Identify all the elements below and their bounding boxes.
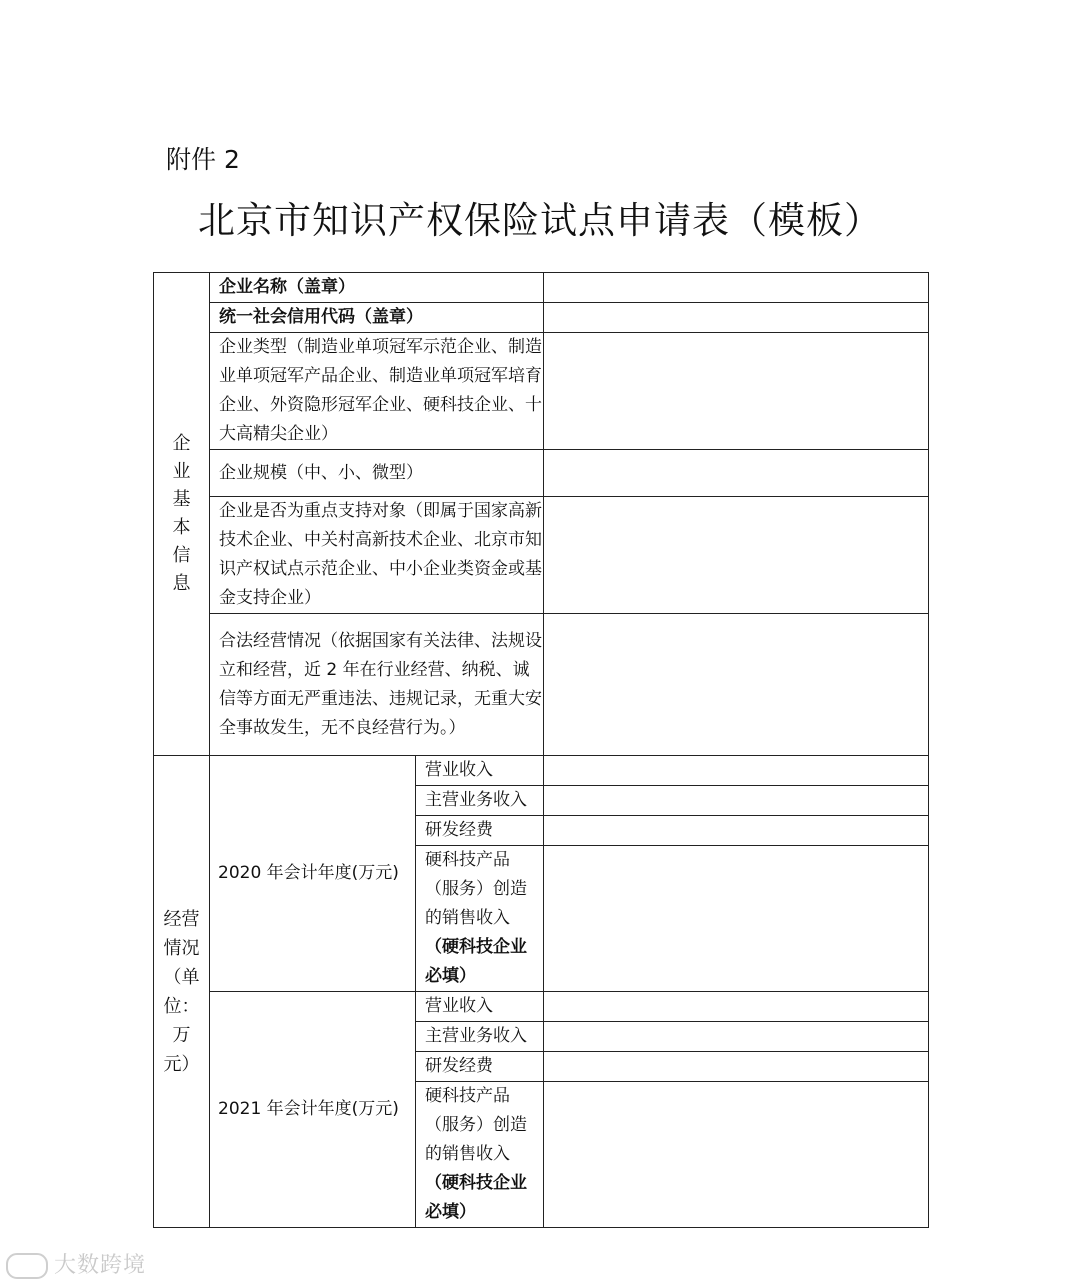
item-main-revenue-2021: 主营业务收入 — [416, 1022, 544, 1052]
page-title: 北京市知识产权保险试点申请表（模板） — [198, 199, 882, 242]
company-scale-field[interactable] — [544, 450, 929, 497]
section-operations: 经营情况（单位：万元） — [154, 756, 210, 1228]
year-2020-label: 2020 年会计年度(万元) — [210, 756, 416, 992]
item-hard-tech-2020: 硬科技产品（服务）创造的销售收入（硬科技企业必填） — [416, 846, 544, 992]
row-legal-operation-label: 合法经营情况（依据国家有关法律、法规设立和经营，近 2 年在行业经营、纳税、诚信等方面无严重违法、违规记录，无重大安全事故发生，无不良经营行为。） — [210, 614, 544, 756]
hard-tech-2021-field[interactable] — [544, 1082, 929, 1228]
item-main-revenue-2020: 主营业务收入 — [416, 786, 544, 816]
company-name-field[interactable] — [544, 273, 929, 303]
watermark-logo-icon — [6, 1253, 48, 1279]
item-revenue-2020: 营业收入 — [416, 756, 544, 786]
row-company-name-label: 企业名称（盖章） — [210, 273, 544, 303]
row-company-type-label: 企业类型（制造业单项冠军示范企业、制造业单项冠军产品企业、制造业单项冠军培育企业、外资隐形冠军企业、硬科技企业、十大高精尖企业） — [210, 333, 544, 450]
attachment-label: 附件 2 — [166, 145, 240, 174]
item-rd-2020: 研发经费 — [416, 816, 544, 846]
hard-tech-2020-field[interactable] — [544, 846, 929, 992]
main-revenue-2021-field[interactable] — [544, 1022, 929, 1052]
credit-code-field[interactable] — [544, 303, 929, 333]
revenue-2020-field[interactable] — [544, 756, 929, 786]
item-hard-tech-2021: 硬科技产品（服务）创造的销售收入（硬科技企业必填） — [416, 1082, 544, 1228]
row-company-scale-label: 企业规模（中、小、微型） — [210, 450, 544, 497]
item-rd-2021: 研发经费 — [416, 1052, 544, 1082]
legal-operation-field[interactable] — [544, 614, 929, 756]
row-key-support-label: 企业是否为重点支持对象（即属于国家高新技术企业、中关村高新技术企业、北京市知识产权试点示范企业、中小企业类资金或基金支持企业） — [210, 497, 544, 614]
section-basic-info: 企业基本信息 — [154, 273, 210, 756]
item-revenue-2021: 营业收入 — [416, 992, 544, 1022]
row-credit-code-label: 统一社会信用代码（盖章） — [210, 303, 544, 333]
rd-2020-field[interactable] — [544, 816, 929, 846]
watermark: 大数跨境 — [6, 1248, 146, 1279]
revenue-2021-field[interactable] — [544, 992, 929, 1022]
key-support-field[interactable] — [544, 497, 929, 614]
application-form-table — [153, 272, 929, 1228]
rd-2021-field[interactable] — [544, 1052, 929, 1082]
year-2021-label: 2021 年会计年度(万元) — [210, 992, 416, 1228]
company-type-field[interactable] — [544, 333, 929, 450]
main-revenue-2020-field[interactable] — [544, 786, 929, 816]
